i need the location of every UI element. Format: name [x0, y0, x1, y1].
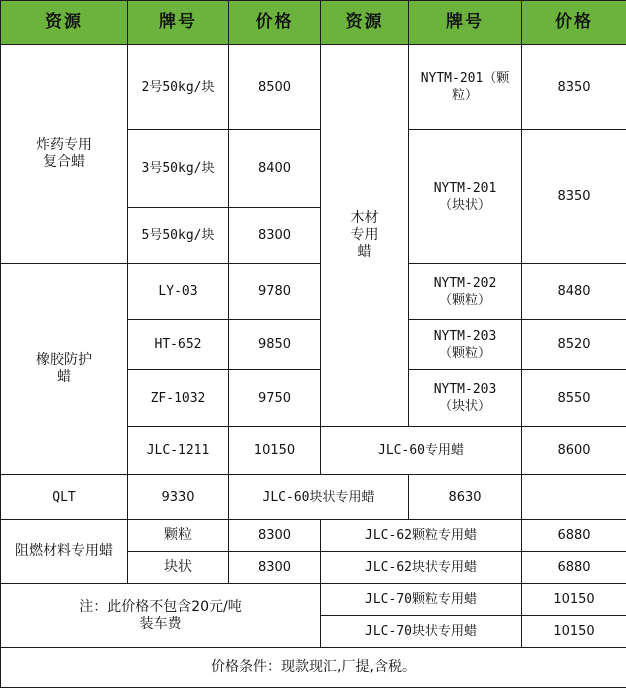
- price-cell: 8480: [522, 264, 626, 320]
- grade-cell: JLC-60块状专用蜡: [229, 475, 409, 520]
- table-row: [1, 520, 626, 552]
- resource-flame-retardant-wax: 阻燃材料专用蜡: [1, 520, 128, 584]
- grade-cell: JLC-60专用蜡: [321, 427, 522, 475]
- price-cell: 8300: [229, 208, 321, 264]
- grade-cell: 3号50kg/块: [128, 130, 229, 208]
- grade-cell: JLC-70块状专用蜡: [321, 616, 522, 648]
- header-grade: 牌号: [128, 1, 229, 45]
- table-row: [1, 264, 626, 292]
- header-row: [1, 1, 626, 45]
- price-cell: 6880: [522, 552, 626, 584]
- price-cell: 8600: [522, 427, 626, 475]
- price-cell: 8630: [409, 475, 522, 520]
- grade-cell: 块状: [128, 552, 229, 584]
- grade-cell: NYTM-201（颗 粒）: [409, 45, 522, 130]
- table-row: [1, 475, 626, 520]
- grade-cell: LY-03: [128, 264, 229, 320]
- price-cell: 8550: [522, 370, 626, 427]
- price-cell: 10150: [229, 427, 321, 475]
- grade-cell: NYTM-202 （颗粒）: [409, 264, 522, 320]
- grade-cell: 5号50kg/块: [128, 208, 229, 264]
- price-cell: 9850: [229, 320, 321, 370]
- header-grade-right: 牌号: [409, 1, 522, 45]
- footer-row: [1, 648, 626, 688]
- price-cell: 8350: [522, 45, 626, 130]
- grade-cell: NYTM-203 （颗粒）: [409, 320, 522, 370]
- grade-cell: JLC-1211: [128, 427, 229, 475]
- grade-cell: HT-652: [128, 320, 229, 370]
- price-cell: 6880: [522, 520, 626, 552]
- price-conditions: 价格条件：现款现汇,厂提,含税。: [1, 648, 626, 688]
- price-cell: 9780: [229, 264, 321, 320]
- grade-cell: 颗粒: [128, 520, 229, 552]
- grade-cell: NYTM-201 （块状）: [409, 130, 522, 264]
- price-cell: 8520: [522, 320, 626, 370]
- resource-wood-wax: 木材 专用 蜡: [321, 45, 409, 427]
- price-cell: 9330: [128, 475, 229, 520]
- price-cell: 8300: [229, 520, 321, 552]
- grade-cell: ZF-1032: [128, 370, 229, 427]
- price-cell: 8500: [229, 45, 321, 130]
- header-price-right: 价格: [522, 1, 626, 45]
- grade-cell: NYTM-203 （块状）: [409, 370, 522, 427]
- table-row: [1, 45, 626, 130]
- grade-cell: JLC-62块状专用蜡: [321, 552, 522, 584]
- price-cell: 8300: [229, 552, 321, 584]
- table-row: [1, 584, 626, 616]
- grade-cell: QLT: [1, 475, 128, 520]
- grade-cell: JLC-70颗粒专用蜡: [321, 584, 522, 616]
- grade-cell: JLC-62颗粒专用蜡: [321, 520, 522, 552]
- header-resource: 资源: [1, 1, 128, 45]
- price-cell: 10150: [522, 584, 626, 616]
- resource-explosive-wax: 炸药专用 复合蜡: [1, 45, 128, 264]
- price-cell: 9750: [229, 370, 321, 427]
- header-price: 价格: [229, 1, 321, 45]
- grade-cell: 2号50kg/块: [128, 45, 229, 130]
- price-cell: 8400: [229, 130, 321, 208]
- resource-rubber-wax: 橡胶防护 蜡: [1, 264, 128, 475]
- price-cell: 8350: [522, 130, 626, 264]
- price-cell: 10150: [522, 616, 626, 648]
- header-resource-right: 资源: [321, 1, 409, 45]
- shipping-fee-note: 注：此价格不包含20元/吨 装车费: [1, 584, 321, 648]
